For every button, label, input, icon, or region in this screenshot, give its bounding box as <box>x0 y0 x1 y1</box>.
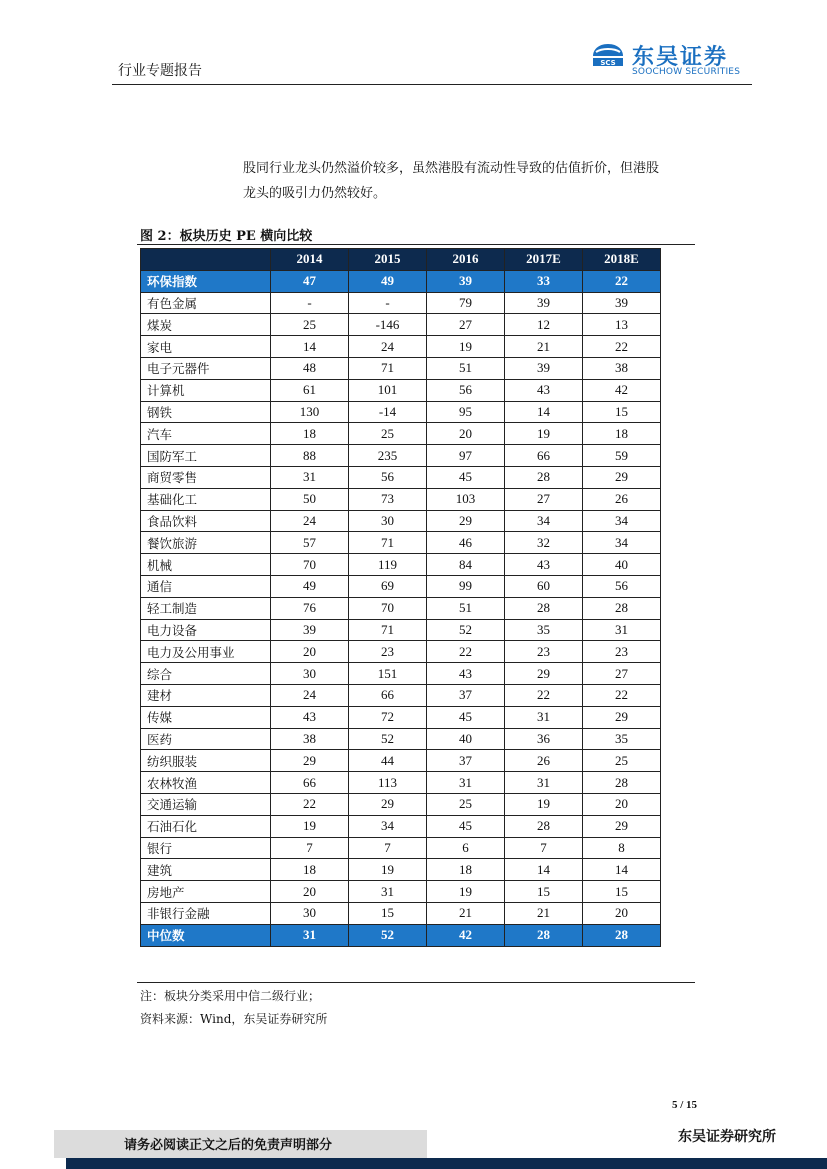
table-row <box>141 859 661 881</box>
pe-value-cell: 31 <box>505 706 583 728</box>
paragraph-line-2: 龙头的吸引力仍然较好。 <box>243 186 387 201</box>
pe-value-cell: 51 <box>427 597 505 619</box>
pe-value-cell: 95 <box>427 401 505 423</box>
table-row <box>141 510 661 532</box>
paragraph-line-1: 股同行业龙头仍然溢价较多，虽然港股有流动性导致的估值折价，但港股 <box>243 161 660 176</box>
pe-value-cell: 30 <box>271 902 349 924</box>
pe-value-cell: 7 <box>349 837 427 859</box>
pe-value-cell: 19 <box>271 815 349 837</box>
pe-value-cell: 15 <box>505 881 583 903</box>
pe-value-cell: 71 <box>349 357 427 379</box>
pe-value-cell: 14 <box>505 401 583 423</box>
report-type-title: 行业专题报告 <box>118 63 202 79</box>
pe-value-cell: 19 <box>349 859 427 881</box>
pe-value-cell: 21 <box>427 902 505 924</box>
pe-value-cell: 39 <box>505 357 583 379</box>
pe-value-cell: 71 <box>349 532 427 554</box>
sector-name-cell: 非银行金融 <box>141 902 271 924</box>
pe-value-cell: 20 <box>583 793 661 815</box>
figure-bottom-rule <box>137 982 695 983</box>
pe-value-cell: 29 <box>583 466 661 488</box>
table-row <box>141 357 661 379</box>
pe-value-cell: 69 <box>349 575 427 597</box>
sector-name-cell: 电力设备 <box>141 619 271 641</box>
pe-value-cell: 44 <box>349 750 427 772</box>
page-number: 5 / 15 <box>672 1099 698 1111</box>
pe-value-cell: 25 <box>427 793 505 815</box>
figure-title: 图 2：板块历史 PE 横向比较 <box>140 229 313 244</box>
pe-value-cell: 42 <box>583 379 661 401</box>
pe-value-cell: 40 <box>583 554 661 576</box>
pe-value-cell: 39 <box>583 292 661 314</box>
pe-value-cell: 21 <box>505 336 583 358</box>
table-row <box>141 488 661 510</box>
pe-value-cell: -14 <box>349 401 427 423</box>
pe-value-cell: 24 <box>271 684 349 706</box>
table-row <box>141 597 661 619</box>
pe-value-cell: 22 <box>583 336 661 358</box>
sector-name-cell: 国防军工 <box>141 445 271 467</box>
pe-value-cell: 31 <box>583 619 661 641</box>
pe-value-cell: 45 <box>427 815 505 837</box>
pe-value-cell: 28 <box>505 597 583 619</box>
pe-value-cell: 46 <box>427 532 505 554</box>
pe-value-cell: 57 <box>271 532 349 554</box>
sector-name-cell: 电力及公用事业 <box>141 641 271 663</box>
header-cell <box>141 249 271 271</box>
table-row <box>141 641 661 663</box>
pe-value-cell: 35 <box>505 619 583 641</box>
footer-disclaimer: 请务必阅读正文之后的免责声明部分 <box>124 1138 333 1153</box>
pe-value-cell: 28 <box>505 924 583 946</box>
sector-name-cell: 电子元器件 <box>141 357 271 379</box>
pe-value-cell: 18 <box>427 859 505 881</box>
pe-value-cell: 39 <box>427 270 505 292</box>
pe-value-cell: 61 <box>271 379 349 401</box>
logo-chinese-name: 东吴证券 <box>632 45 729 70</box>
pe-value-cell: 34 <box>583 532 661 554</box>
table-row <box>141 728 661 750</box>
pe-value-cell: 22 <box>505 684 583 706</box>
header-cell: 2016 <box>427 249 505 271</box>
pe-value-cell: 52 <box>349 728 427 750</box>
pe-value-cell: 27 <box>427 314 505 336</box>
sector-name-cell: 钢铁 <box>141 401 271 423</box>
pe-value-cell: 22 <box>271 793 349 815</box>
table-row <box>141 881 661 903</box>
pe-value-cell: 25 <box>349 423 427 445</box>
pe-value-cell: 23 <box>583 641 661 663</box>
pe-value-cell: 29 <box>583 815 661 837</box>
pe-value-cell: 22 <box>583 270 661 292</box>
pe-value-cell: 119 <box>349 554 427 576</box>
footer-bar <box>66 1158 827 1169</box>
pe-value-cell: 32 <box>505 532 583 554</box>
sector-name-cell: 商贸零售 <box>141 466 271 488</box>
sector-name-cell: 计算机 <box>141 379 271 401</box>
body-paragraph <box>243 156 713 206</box>
pe-value-cell: 45 <box>427 706 505 728</box>
pe-value-cell: 18 <box>271 859 349 881</box>
pe-value-cell: 70 <box>349 597 427 619</box>
pe-value-cell: 24 <box>271 510 349 532</box>
pe-value-cell: 23 <box>349 641 427 663</box>
pe-value-cell: 24 <box>349 336 427 358</box>
sector-name-cell: 医药 <box>141 728 271 750</box>
pe-value-cell: 28 <box>583 597 661 619</box>
pe-value-cell: 29 <box>427 510 505 532</box>
pe-value-cell: 31 <box>427 772 505 794</box>
pe-value-cell: 27 <box>583 663 661 685</box>
pe-value-cell: 72 <box>349 706 427 728</box>
pe-value-cell: 151 <box>349 663 427 685</box>
data-source: 资料来源：Wind，东吴证券研究所 <box>140 1012 328 1026</box>
sector-name-cell: 煤炭 <box>141 314 271 336</box>
table-row <box>141 815 661 837</box>
pe-value-cell: 28 <box>583 924 661 946</box>
table-note: 注：板块分类采用中信二级行业； <box>140 989 321 1003</box>
pe-value-cell: 33 <box>505 270 583 292</box>
pe-value-cell: 31 <box>271 466 349 488</box>
pe-value-cell: 28 <box>505 815 583 837</box>
pe-value-cell: 15 <box>583 881 661 903</box>
pe-value-cell: 26 <box>505 750 583 772</box>
pe-value-cell: 37 <box>427 750 505 772</box>
pe-value-cell: 49 <box>271 575 349 597</box>
pe-value-cell: 7 <box>271 837 349 859</box>
sector-name-cell: 石油石化 <box>141 815 271 837</box>
soochow-logo <box>590 42 760 82</box>
pe-value-cell: 43 <box>505 379 583 401</box>
pe-value-cell: 56 <box>349 466 427 488</box>
logo-mark-text: SCS <box>600 59 616 67</box>
table-body <box>141 270 661 946</box>
pe-value-cell: 56 <box>583 575 661 597</box>
sector-name-cell: 银行 <box>141 837 271 859</box>
pe-value-cell: 20 <box>271 881 349 903</box>
table-row <box>141 270 661 292</box>
pe-value-cell: 19 <box>427 881 505 903</box>
pe-value-cell: 25 <box>271 314 349 336</box>
pe-value-cell: 14 <box>271 336 349 358</box>
table-row <box>141 466 661 488</box>
pe-value-cell: 29 <box>583 706 661 728</box>
pe-value-cell: 39 <box>505 292 583 314</box>
pe-value-cell: 103 <box>427 488 505 510</box>
pe-value-cell: 43 <box>505 554 583 576</box>
pe-value-cell: 36 <box>505 728 583 750</box>
pe-value-cell: 30 <box>271 663 349 685</box>
pe-value-cell: - <box>271 292 349 314</box>
pe-value-cell: 22 <box>427 641 505 663</box>
table-row <box>141 575 661 597</box>
pe-value-cell: 20 <box>583 902 661 924</box>
pe-value-cell: 19 <box>427 336 505 358</box>
table-row <box>141 684 661 706</box>
sector-name-cell: 轻工制造 <box>141 597 271 619</box>
pe-value-cell: 14 <box>583 859 661 881</box>
pe-value-cell: 31 <box>349 881 427 903</box>
pe-value-cell: 47 <box>271 270 349 292</box>
pe-value-cell: 34 <box>505 510 583 532</box>
pe-value-cell: 8 <box>583 837 661 859</box>
pe-value-cell: 38 <box>583 357 661 379</box>
sector-name-cell: 机械 <box>141 554 271 576</box>
pe-value-cell: 26 <box>583 488 661 510</box>
table-row <box>141 772 661 794</box>
pe-value-cell: 34 <box>583 510 661 532</box>
table-row <box>141 532 661 554</box>
pe-value-cell: 29 <box>505 663 583 685</box>
pe-value-cell: 79 <box>427 292 505 314</box>
pe-value-cell: 19 <box>505 793 583 815</box>
pe-value-cell: 13 <box>583 314 661 336</box>
soochow-logo-icon <box>590 42 626 78</box>
pe-value-cell: 12 <box>505 314 583 336</box>
pe-value-cell: 48 <box>271 357 349 379</box>
pe-value-cell: 71 <box>349 619 427 641</box>
pe-value-cell: 25 <box>583 750 661 772</box>
pe-value-cell: 70 <box>271 554 349 576</box>
header-divider <box>112 84 752 85</box>
pe-value-cell: 37 <box>427 684 505 706</box>
pe-value-cell: 130 <box>271 401 349 423</box>
sector-name-cell: 有色金属 <box>141 292 271 314</box>
table-row <box>141 902 661 924</box>
pe-value-cell: - <box>349 292 427 314</box>
pe-comparison-table <box>140 248 661 947</box>
sector-name-cell: 基础化工 <box>141 488 271 510</box>
pe-value-cell: 34 <box>349 815 427 837</box>
pe-value-cell: 97 <box>427 445 505 467</box>
pe-value-cell: 19 <box>505 423 583 445</box>
header-cell: 2017E <box>505 249 583 271</box>
pe-value-cell: 15 <box>583 401 661 423</box>
sector-name-cell: 综合 <box>141 663 271 685</box>
pe-value-cell: 31 <box>505 772 583 794</box>
pe-value-cell: 99 <box>427 575 505 597</box>
pe-value-cell: 42 <box>427 924 505 946</box>
sector-name-cell: 餐饮旅游 <box>141 532 271 554</box>
sector-name-cell: 建材 <box>141 684 271 706</box>
pe-value-cell: 23 <box>505 641 583 663</box>
pe-value-cell: 49 <box>349 270 427 292</box>
pe-value-cell: 20 <box>271 641 349 663</box>
pe-value-cell: 113 <box>349 772 427 794</box>
pe-value-cell: 39 <box>271 619 349 641</box>
sector-name-cell: 中位数 <box>141 924 271 946</box>
footer-firm-name: 东吴证券研究所 <box>678 1129 776 1145</box>
logo-english-name: SOOCHOW SECURITIES <box>632 67 741 77</box>
table-row <box>141 379 661 401</box>
pe-value-cell: 52 <box>349 924 427 946</box>
pe-value-cell: 76 <box>271 597 349 619</box>
pe-value-cell: 235 <box>349 445 427 467</box>
sector-name-cell: 农林牧渔 <box>141 772 271 794</box>
table-row <box>141 423 661 445</box>
pe-value-cell: 66 <box>505 445 583 467</box>
table-row <box>141 554 661 576</box>
pe-value-cell: 22 <box>583 684 661 706</box>
pe-value-cell: 45 <box>427 466 505 488</box>
table-row <box>141 445 661 467</box>
pe-value-cell: 7 <box>505 837 583 859</box>
sector-name-cell: 纺织服装 <box>141 750 271 772</box>
sector-name-cell: 家电 <box>141 336 271 358</box>
pe-value-cell: 52 <box>427 619 505 641</box>
pe-value-cell: 28 <box>505 466 583 488</box>
pe-value-cell: 73 <box>349 488 427 510</box>
pe-value-cell: 29 <box>271 750 349 772</box>
pe-value-cell: 66 <box>349 684 427 706</box>
table-row <box>141 663 661 685</box>
pe-value-cell: 88 <box>271 445 349 467</box>
table-row <box>141 750 661 772</box>
pe-value-cell: 43 <box>427 663 505 685</box>
pe-value-cell: 40 <box>427 728 505 750</box>
sector-name-cell: 建筑 <box>141 859 271 881</box>
table-row <box>141 837 661 859</box>
table-row <box>141 619 661 641</box>
header-cell: 2014 <box>271 249 349 271</box>
pe-value-cell: 27 <box>505 488 583 510</box>
pe-value-cell: 51 <box>427 357 505 379</box>
pe-value-cell: 18 <box>271 423 349 445</box>
table-row <box>141 336 661 358</box>
pe-value-cell: 66 <box>271 772 349 794</box>
pe-value-cell: 35 <box>583 728 661 750</box>
table-row <box>141 401 661 423</box>
pe-value-cell: 59 <box>583 445 661 467</box>
table-row <box>141 793 661 815</box>
pe-value-cell: 60 <box>505 575 583 597</box>
pe-value-cell: 20 <box>427 423 505 445</box>
sector-name-cell: 环保指数 <box>141 270 271 292</box>
pe-value-cell: -146 <box>349 314 427 336</box>
sector-name-cell: 交通运输 <box>141 793 271 815</box>
header-cell: 2018E <box>583 249 661 271</box>
pe-value-cell: 21 <box>505 902 583 924</box>
pe-value-cell: 84 <box>427 554 505 576</box>
figure-top-rule <box>137 244 695 245</box>
pe-value-cell: 38 <box>271 728 349 750</box>
pe-value-cell: 29 <box>349 793 427 815</box>
table-row <box>141 314 661 336</box>
sector-name-cell: 汽车 <box>141 423 271 445</box>
pe-value-cell: 31 <box>271 924 349 946</box>
sector-name-cell: 房地产 <box>141 881 271 903</box>
sector-name-cell: 传媒 <box>141 706 271 728</box>
pe-value-cell: 30 <box>349 510 427 532</box>
table-row <box>141 924 661 946</box>
pe-value-cell: 101 <box>349 379 427 401</box>
pe-value-cell: 43 <box>271 706 349 728</box>
pe-value-cell: 28 <box>583 772 661 794</box>
pe-value-cell: 18 <box>583 423 661 445</box>
pe-value-cell: 50 <box>271 488 349 510</box>
pe-value-cell: 15 <box>349 902 427 924</box>
pe-value-cell: 14 <box>505 859 583 881</box>
table-row <box>141 292 661 314</box>
pe-value-cell: 6 <box>427 837 505 859</box>
sector-name-cell: 食品饮料 <box>141 510 271 532</box>
table-header-row <box>141 249 661 271</box>
pe-value-cell: 56 <box>427 379 505 401</box>
header-cell: 2015 <box>349 249 427 271</box>
sector-name-cell: 通信 <box>141 575 271 597</box>
table-row <box>141 706 661 728</box>
